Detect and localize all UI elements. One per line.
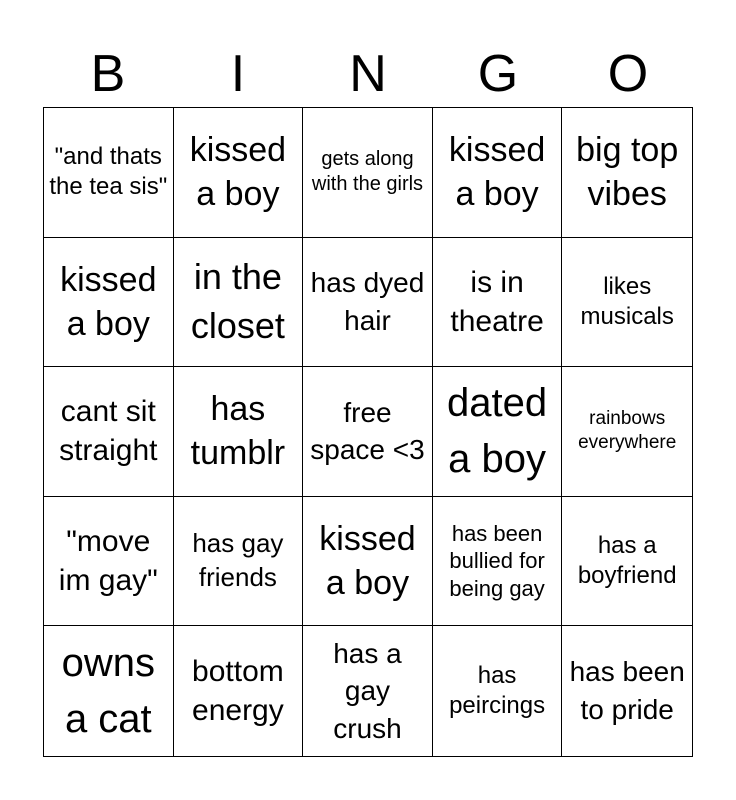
bingo-card (43, 107, 693, 757)
header-letter-i: I (230, 45, 246, 103)
bingo-cell[interactable]: rainbows everywhere (562, 367, 692, 497)
bingo-cell[interactable]: has been bullied for being gay (433, 497, 563, 627)
bingo-cell[interactable]: in the closet (174, 238, 304, 368)
bingo-cell[interactable]: kissed a boy (174, 108, 304, 238)
bingo-cell[interactable]: has a boyfriend (562, 497, 692, 627)
bingo-cell[interactable]: has a gay crush (303, 626, 433, 756)
bingo-cell[interactable]: dated a boy (433, 367, 563, 497)
bingo-cell[interactable]: has peircings (433, 626, 563, 756)
header-letter-n: N (349, 45, 387, 103)
bingo-cell[interactable]: owns a cat (44, 626, 174, 756)
bingo-cell[interactable]: kissed a boy (433, 108, 563, 238)
free-space-cell[interactable]: free space <3 (303, 367, 433, 497)
header-letter-g: G (477, 45, 519, 103)
bingo-cell[interactable]: has been to pride (569, 656, 685, 726)
bingo-header (43, 40, 693, 108)
bingo-cell[interactable]: kissed a boy (303, 497, 433, 627)
bingo-cell[interactable]: is in theatre (433, 238, 563, 368)
bingo-cell[interactable]: gets along with the girls (303, 108, 433, 238)
bingo-cell[interactable]: big top vibes (562, 108, 692, 238)
bingo-cell[interactable]: has gay friends (174, 497, 304, 627)
header-letter-o: O (607, 45, 649, 103)
bingo-cell[interactable]: has tumblr (174, 367, 304, 497)
header-letter-b: B (90, 45, 126, 103)
bingo-cell[interactable]: "move im gay" (44, 497, 174, 627)
bingo-cell[interactable]: kissed a boy (44, 238, 174, 368)
bingo-cell[interactable]: has dyed hair (303, 238, 433, 368)
bingo-cell[interactable]: bottom energy (174, 626, 304, 756)
bingo-cell[interactable]: cant sit straight (44, 367, 174, 497)
bingo-cell[interactable]: "and thats the tea sis" (44, 108, 174, 238)
bingo-cell[interactable]: likes musicals (562, 238, 692, 368)
